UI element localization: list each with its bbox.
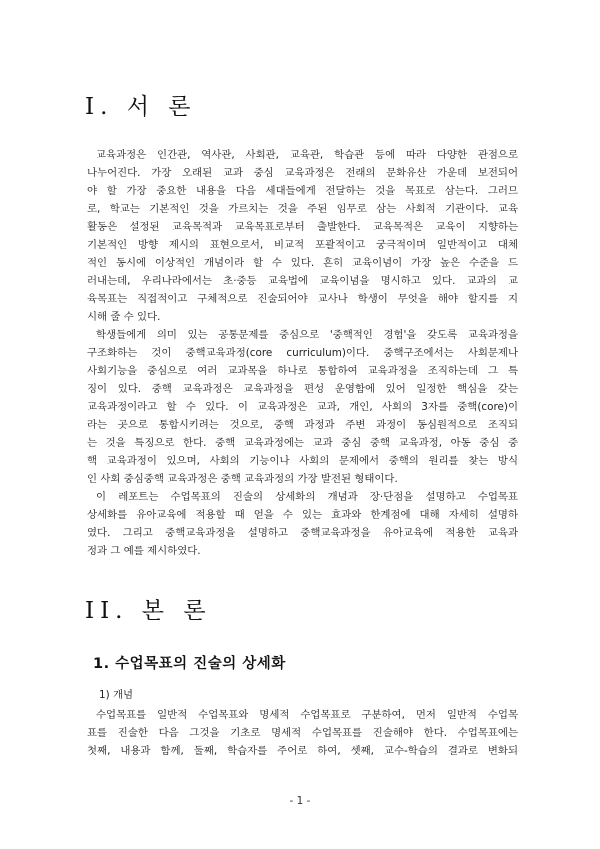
paragraph-line: 육목표는 직접적이고 구체적으로 진술되어야 교사나 학생이 무엇을 해야 할지를 지 bbox=[87, 293, 518, 305]
paragraph-line: 기본적인 방향 제시의 표현으로서, 비교적 포괄적이고 궁극적이며 일반적이고 대체 bbox=[87, 239, 518, 251]
paragraph-line: 교육과정은 인간관, 역사관, 사회관, 교육관, 학습관 등에 따라 다양한 관점으로 bbox=[96, 149, 518, 161]
paragraph-line: 정과 그 예를 제시하였다. bbox=[87, 545, 201, 557]
paragraph-line: 라는 곳으로 통합시키려는 것으로, 중핵 과정과 주변 과정이 동심원적으로 조직되 bbox=[87, 419, 518, 431]
subsection-heading: 1. 수업목표의 진술의 상세화 bbox=[93, 656, 286, 672]
paragraph-line: 활동은 설정된 교육목적과 교육목표로부터 출발한다. 교육목적은 교육이 지향하는 bbox=[87, 221, 518, 233]
intro-paragraph-3 bbox=[87, 488, 518, 560]
body-heading: II. 본 론 bbox=[85, 598, 212, 624]
paragraph-line: 로, 학교는 기본적인 것을 가르치는 것을 주된 임무로 삼는 사회적 기관이다. 교육 bbox=[87, 203, 518, 215]
page-number: - 1 - bbox=[289, 795, 311, 807]
paragraph-line: 인 사회 중심중핵 교육과정은 중핵 교육과정의 가장 발전된 형태이다. bbox=[87, 473, 398, 485]
paragraph-line: 교육과정이라고 할 수 있다. 이 교육과정은 교과, 개인, 사회의 3자를 중핵(core)이 bbox=[87, 401, 518, 413]
paragraph-line: 첫째, 내용과 함께, 둘째, 학습자를 주어로 하여, 셋째, 교수-학습의 결과로 변화되 bbox=[87, 745, 518, 757]
paragraph-line: 이 레포트는 수업목표의 진술의 상세화의 개념과 장·단점을 설명하고 수업목표 bbox=[96, 491, 518, 503]
paragraph-line: 나누어진다. 가장 오래된 교과 중심 교육과정은 전래의 문화유산 가운데 보전되어 bbox=[87, 167, 518, 179]
paragraph-line: 시해 줄 수 있다. bbox=[87, 311, 161, 323]
intro-paragraph-2 bbox=[87, 326, 518, 488]
paragraph-line: 징이 있다. 중핵 교육과정은 교육과정을 편성 운영함에 있어 일정한 핵심을 갖는 bbox=[87, 383, 518, 395]
paragraph-line: 였다. 그리고 중핵교육과정을 설명하고 중핵교육과정을 유아교육에 적용한 교육과 bbox=[87, 527, 518, 539]
paragraph-line: 수업목표를 일반적 수업목표와 명세적 수업목표로 구분하여, 먼저 일반적 수업목 bbox=[96, 709, 518, 721]
intro-heading: I. 서 론 bbox=[85, 94, 197, 120]
paragraph-line: 는 것을 특징으로 한다. 중핵 교육과정에는 교과 중심 중핵 교육과정, 아동 중심 중 bbox=[87, 437, 518, 449]
paragraph-line: 상세화를 유아교육에 적용할 때 얻을 수 있는 효과와 한계점에 대해 자세히 설명하 bbox=[87, 509, 518, 521]
paragraph-line: 적인 동시에 이상적인 개념이라 할 수 있다. 흔히 교육이념이 가장 높은 수준을 드 bbox=[87, 257, 518, 269]
body-paragraph bbox=[87, 706, 518, 760]
subsection-label: 1) 개념 bbox=[99, 689, 134, 701]
paragraph-line: 구조화하는 것이 중핵교육과정(core curriculum)이다. 중핵구조에서는 사회문제나 bbox=[87, 347, 518, 359]
paragraph-line: 핵 교육과정이 있으며, 사회의 기능이나 사회의 문제에서 중핵의 원리를 찾는 방식 bbox=[87, 455, 518, 467]
paragraph-line: 러내는데, 우리나라에서는 초·중등 교육법에 교육이념을 명시하고 있다. 교과의 교 bbox=[87, 275, 518, 287]
intro-paragraph-1 bbox=[87, 146, 518, 326]
paragraph-line: 사회기능을 중심으로 여러 교과목을 하나로 통합하여 교육과정을 조직하는데 그 특 bbox=[87, 365, 518, 377]
paragraph-line: 학생들에게 의미 있는 공통문제를 중심으로 '중핵적인 경험'을 갖도록 교육과정을 bbox=[96, 329, 518, 341]
paragraph-line: 야 할 가장 중요한 내용을 다음 세대들에게 전달하는 것을 목표로 삼는다. 그러므 bbox=[87, 185, 518, 197]
paragraph-line: 표를 진술한 다음 그것을 기초로 명세적 수업목표를 진술해야 한다. 수업목표에는 bbox=[87, 727, 518, 739]
